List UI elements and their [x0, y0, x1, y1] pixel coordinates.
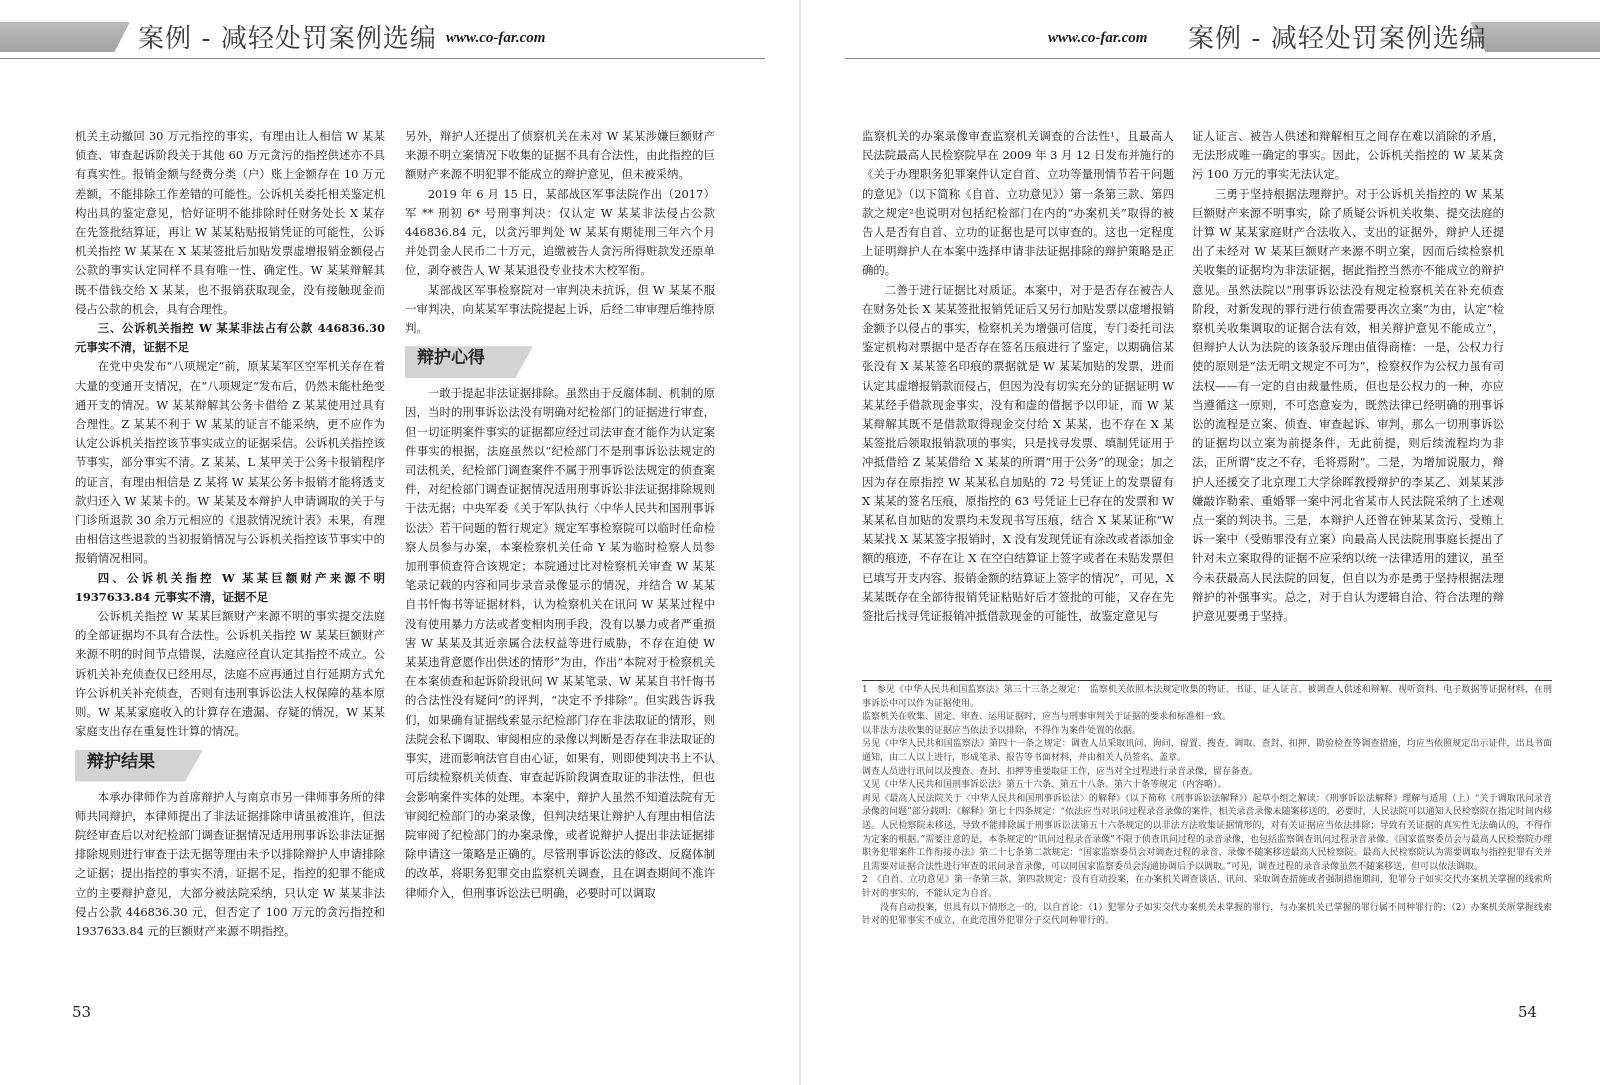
paragraph: 二善于进行证据比对质证。本案中，对于是否存在被告人在财务处长 X 某某签批报销凭证后又另行加贴发票以虚增报销金额予以侵占的事实，检察机关为增强可信度，专门委托司法鉴定机构对票据中是否存在签名压痕进行了鉴定，以期确信某张没有 X 某某签名印痕的票据就是 W 某某加贴的发票，进而认定其虚增报销款而侵占，但因为没有切实充分的证据证明 W 某某经手借款现金事实，没有和虚的借据予以印证，而 W 某某辩解其既不是借款取得现金交付给 X 某某，也不存在 X 某某签批后领取报销款项的事实，只是找寻发票、填制凭证用于冲抵借给 Z 某某借给 X 某某的所谓“用于公务”的现金；加之因为存在原指控 W 某某私自加贴的 72 号凭证上的发票留有 X 某某的签名压痕，原指控的 63 号凭证上已存在的发票和 W 某某私自加贴的发票均未发现书写压痕，结合 X 某某证称“W 某某找 X 某某签字报销时，X 没有发现凭证有涂改或者添加金额的痕迹，不存在让 X 在空白结算证上签字或者在未贴发票但已填写开支内容、报销金额的结算证上签字的情况”，可见，X 某某既存在全部待报销凭证粘贴好后才签批的可能，又存在先签批后找寻凭证报销冲抵借款现金的可能性，故鉴定意见与 — [862, 282, 1174, 624]
paragraph: 一敢于提起非法证据排除。虽然由于反腐体制、机制的原因，当时的刑事诉讼法没有明确对纪检部门的证据进行审查，但一切证明案件事实的证据都应经过司法审查才能作为认定案件事实的根据，法庭虽然以“纪检部门不是刑事诉讼法规定的司法机关，纪检部门调查案件不属于刑事诉讼法规定的侦查案件，对纪检部门调查证据情况适用刑事诉讼非法证据排除规则于法无据；中央军委《关于军队执行〈中华人民共和国刑事诉讼法〉若干问题的暂行规定》规定军事检察院可以临时任命检察人员参与办案，本案检察机关任命 Y 某为临时检察人员参加刑事侦查符合该规定；本院通过比对检察机关审查 W 某某笔录记载的内容和同步录音录像显示的情况，并结合 W 某某自书忏悔书等证据材料，认为检察机关在讯问 W 某某过程中没有使用暴力方法或者变相肉刑手段，没有以暴力或者严重损害 W 某某及其近亲属合法权益等进行威胁，不存在迫使 W 某某违背意愿作出供述的情形”为由，作出“本院对于检察机关在本案侦查和起诉阶段讯问 W 某某笔录、W 某某自书忏悔书的合法性没有疑问”的评判，“决定不予排除”。但实践告诉我们，如果确有证据线索显示纪检部门存在非法取证的情形，则法院会私下调取、审阅相应的录像以判断是否存在非法取证的事实，进而影响法官自由心证，如果有，则即使判决书上不认可后续检察机关侦查、审查起诉阶段调查取证的非法性，但也会影响案件实体的处理。本案中，辩护人虽然不知道法院有无审阅纪检部门的办案录像，但判决结果让辩护人有理由相信法院审阅了纪检部门的办案录像，或者说辩护人提出非法证据排除申请这一策略是正确的。尽管刑事诉讼法的修改、反腐体制的改革，将职务犯罪交由监察机关调查，且在调查期间不准许律师介入，但刑事诉讼法已明确，必要时可以调取 — [405, 386, 715, 900]
left-page-column-2 — [405, 127, 715, 917]
footnote: 以非法方法收集的证据应当依法予以排除，不得作为案件处置的依据。 — [862, 725, 1142, 736]
header-title-right: 案例 - 减轻处罚案例选编 — [1188, 24, 1487, 54]
footnote: 另见《中华人民共和国监察法》第四十一条之规定：调查人员采取讯问、询问、留置、搜查、调取、查封、扣押、勘验检查等调查措施，均应当依照规定出示证件，出具书面通知，由二人以上进行，形成笔录、报告等书面材料，并由相关人员签名、盖章。 — [862, 739, 1552, 763]
right-page-column-2 — [1192, 127, 1504, 662]
page-number-left: 53 — [72, 1003, 92, 1021]
section-heading-text: 辩护结果 — [87, 751, 155, 772]
section-heading-text: 辩护心得 — [417, 348, 485, 369]
paragraph: 某部战区军事检察院对一审判决未抗诉，但 W 某某不服一审判决，向某某军事法院提起上诉，后经二审审理后维持原判。 — [405, 282, 715, 336]
footnote: 没有自动投案，但具有以下情形之一的，以自首论：（1）犯罪分子如实交代办案机关未掌握的罪行，与办案机关已掌握的罪行属不同种罪行的；（2）办案机关所掌握线索针对的犯罪事实不成立，在此范围外犯罪分子交代同种罪行的。 — [862, 902, 1552, 927]
paragraph: 三勇于坚持根据法理辩护。对于公诉机关指控的 W 某某巨额财产来源不明事实，除了质疑公诉机关收集、提交法庭的计算 W 某某家庭财产合法收入、支出的证据外，辩护人还提出了未经对 W 某某巨额财产来源不明立案，因而后续检察机关收集的证据均为非法证据，据此指控当然亦不能成立的辩护意见。虽然法院以“刑事诉讼法没有规定检察机关在补充侦查阶段，对新发现的罪行进行侦查需要再次立案”为由，认定“检察机关收集调取的证据合法有效，相关辩护意见不能成立”，但辩护人认为法院的该条驳斥理由值得商榷：一是，公权力行使的原则是“法无明文规定不可为”，检察权作为公权力虽有司法权——有一定的自由裁量性质，但也是公权力的一种，亦应当遵循这一原则，不可恣意妄为，既然法律已经明确的刑事诉讼的流程是立案、侦查、审查起诉、审判，那么一切刑事诉讼的证据均以立案为前提条件，无此前提，则后续流程均为非法，正所谓“皮之不存，毛将焉附”。二是，为增加说服力，辩护人还援交了北京理工大学徐晖教授辩护的李某乙、刘某某涉嫌敲诈勒索、重婚罪一案中河北省某市人民法院采纳了上述观点一案的判决书。三是，本辩护人还曾在钟某某贪污、受贿上诉一案中（受贿罪没有立案）向最高人民法院刑事庭长提出了针对未立案取得的证据不应采纳以统一法律适用的建议，虽至今未获最高人民法院的回复，但自以为亦是勇于坚持根据法理辩护的补强事实。总之，对于自认为逻辑自洽、符合法理的辩护意见要勇于坚持。 — [1192, 186, 1504, 624]
point-heading: 三、公诉机关指控 W 某某非法占有公款 446836.30 元事实不清，证据不足 — [75, 321, 385, 355]
left-page-column-1 — [75, 127, 385, 938]
paragraph: 另外，辩护人还提出了侦察机关在未对 W 某某涉嫌巨额财产来源不明立案情况下收集的证据不具有合法性，由此指控的巨额财产来源不明犯罪不能成立的辩护意见，但未被采纳。 — [405, 129, 715, 182]
footnote: 调查人员进行讯问以及搜查、查封、扣押等重要取证工作，应当对全过程进行录音录像，留存备查。 — [862, 766, 1259, 777]
header-band-right — [1470, 22, 1600, 52]
paragraph: 公诉机关指控 W 某某巨额财产来源不明的事实提交法庭的全部证据均不具有合法性。公诉机关指控 W 某某巨额财产来源不明的时间节点错误，法庭应径直认定其指控不成立。公诉机关补充侦查仅已经用尽，法庭不应再通过自行延期方式允许公诉机关补充侦查，否则有违刑事诉讼法人权保障的基本原则。W 某某家庭收入的计算存在遗漏、存疑的情况，W 某某家庭支出存在重复性计算的情况。 — [75, 609, 385, 739]
footnote: 又见《中华人民共和国刑事诉讼法》第五十六条、第五十八条、第六十条等规定（内容略）。 — [862, 780, 1227, 791]
page-number-right: 54 — [1518, 1003, 1538, 1021]
paragraph: 2019 年 6 月 15 日，某部战区军事法院作出（2017）军 ** 刑初 6* 号刑事判决：仅认定 W 某某非法侵占公款 446836.84 元，以贪污罪判处 W 某某有期徒刑三年六个月并处罚金人民币二十万元，追缴被告人贪污所得赃款发还原单位，剥夺被告人 W 某某退役专业技术大校军衔。 — [405, 186, 715, 278]
paragraph: 机关主动撤回 30 万元指控的事实，有理由让人相信 W 某某侦查、审查起诉阶段关于其他 60 万元贪污的指控供述亦不具有真实性。报销金额与经费分类（户）账上金额存在 10 万元差额，不能排除工作差错的可能性。公诉机关委托相关鉴定机构出具的鉴定意见，恰好证明不能排除时任财务处长 X 某存在先签批结算证，再让 W 某某粘贴报销凭证的可能性，公诉机关指控 W 某某在 X 某某签批后加贴发票虚增报销金额侵占公款的事实认定同样不具有唯一性、确定性。W 某某辩解其既不借钱交给 X 某某，也不报销获取现金，没有接触现金而侵占公款的机会，具有合理性。 — [75, 129, 385, 316]
header-url-left: www.co-far.com — [446, 30, 546, 46]
point-heading: 四、公诉机关指控 W 某某巨额财产来源不明 1937633.84 元事实不清，证据不足 — [75, 570, 385, 604]
section-heading — [405, 346, 715, 378]
footnote: 2 《自首、立功意见》第一条第三款、第四款规定：没有自动投案，在办案机关调查谈话、讯问、采取调查措施或者强制措施期间，犯罪分子如实交代办案机关掌握的线索所针对的事实的，不能认定为自首。 — [862, 875, 1552, 899]
footnote: 1 参见《中华人民共和国监察法》第三十三条之规定： 监察机关依照本法规定收集的物证、书证、证人证言、被调查人供述和辩解、视听资料、电子数据等证据材料，在刑事诉讼中可以作为证据使用。 — [862, 685, 1552, 709]
header-url-right: www.co-far.com — [1048, 30, 1148, 46]
right-page — [800, 0, 1600, 1085]
header-rule-left — [0, 58, 765, 59]
footnotes — [862, 684, 1552, 929]
paragraph: 在党中央发布“八项规定”前，原某某军区空军机关存在着大量的变通开支情况，在“八项规定”发布后，仍然未能杜绝变通开支的情况。W 某某辩解其公务卡借给 Z 某某使用过具有合理性。Z 某某不利于 W 某某的证言不能采纳，更不应作为认定公诉机关指控该节事实成立的证据采信。公诉机关指控该节事实，部分事实不清。Z 某某、L 某甲关于公务卡报销程序的证言，有理由相信是 Z 某将 W 某某公务卡报销才能将透支款归还入 W 某某卡的。W 某某及本辩护人申请调取的关于与门诊所退款 30 余万元相应的《退款情况统计表》未果，有理由相信这些退款的当初报销情况与公诉机关指控该节事实中的报销情况相同。 — [75, 359, 385, 566]
right-page-column-1 — [862, 127, 1174, 662]
footnote: 监察机关在收集、固定、审查、运用证据时，应当与刑事审判关于证据的要求和标准相一致。 — [862, 712, 1232, 723]
footnote: 再见《最高人民法院关于〈中华人民共和国刑事诉讼法〉的解释》（以下简称《刑事诉讼法解释》）起草小组之解读：《刑事诉讼法解释》理解与适用（上）“关于调取讯问录音录像的问题”部分载明：《解释》第七十四条规定：“依法应当对讯问过程录音录像的案件，相关录音录像未随案移送的，必要时，人民法院可以通知人民检察院在指定时间内移送。人民检察院未移送，导致不能排除属于刑事诉讼法第五十六条规定的以非法方法收集证据情形的，对有关证据应当依法排除；导致有关证据的真实性无法确认的，不得作为定案的根据。”需要注意的是，本条规定的“讯问过程录音录像”不限于侦查讯问过程的录音录像，也包括监察调查讯问过程录音录像。《国家监察委员会与最高人民检察院办理职务犯罪案件工作衔接办法》第二十七条第二款规定：“国家监察委员会对调查过程的录音、录像不随案移送最高人民检察院。最高人民检察院认为需要调取与指控犯罪有关并且需要对证据合法性进行审查的讯问录音录像，可以同国家监察委员会沟通协调后予以调取。”可见，调查过程的录音录像虽然不随案移送，但可以依法调取。 — [862, 793, 1552, 872]
section-heading — [75, 750, 385, 782]
header-rule-right — [845, 58, 1600, 59]
header-band-left — [0, 22, 130, 52]
paragraph: 本承办律师作为首席辩护人与南京市另一律师事务所的律师共同辩护，本律师提出了非法证据排除申请虽被准许，但法院经审查后以对纪检部门调查证据情况适用刑事诉讼非法证据排除规则进行审查于法无据等理由未予以排除辩护人申请排除之证据；提出指控的事实不清，证据不足，指控的犯罪不能成立的主要辩护意见，大部分被法院采纳，只认定 W 某某非法侵占公款 446836.30 元，但否定了 100 万元的贪污指控和1937633.84 元的巨额财产来源不明指控。 — [75, 789, 385, 938]
paragraph: 证人证言、被告人供述和辩解相互之间存在难以消除的矛盾，无法形成唯一确定的事实。因此，公诉机关指控的 W 某某贪污 100 万元的事实无法认定。 — [1192, 129, 1504, 182]
header-title-left: 案例 - 减轻处罚案例选编 — [138, 24, 437, 54]
footnote-rule — [862, 680, 1552, 681]
paragraph: 监察机关的办案录像审查监察机关调查的合法性¹，且最高人民法院最高人民检察院早在 2009 年 3 月 12 日发布并施行的《关于办理职务犯罪案件认定自首、立功等量刑情节若干问题的意见》（以下简称《自首、立功意见》）第一条第三款、第四款之规定²也说明对包括纪检部门在内的“办案机关”取得的被告人是否有自首、立功的证据也是可以审查的。这也一定程度上证明辩护人在本案中选择申请非法证据排除的辩护策略是正确的。 — [862, 129, 1174, 278]
